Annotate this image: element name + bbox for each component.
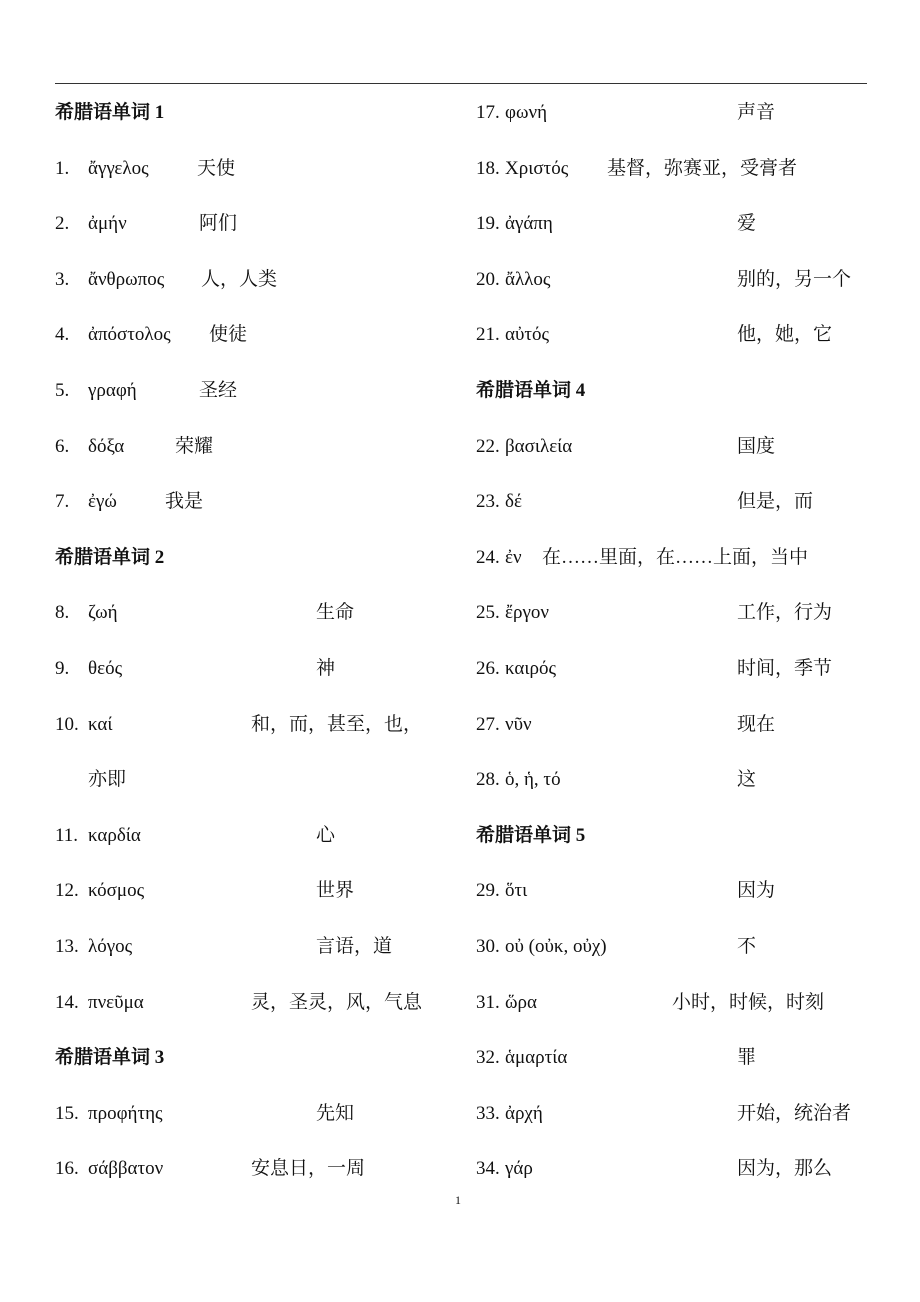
entry-number: 22. bbox=[476, 435, 500, 457]
chinese-meaning: 不 bbox=[737, 935, 757, 957]
entry-number: 1. bbox=[55, 157, 70, 179]
entry-number: 7. bbox=[55, 491, 70, 513]
chinese-meaning: 时间，季节 bbox=[737, 657, 833, 679]
vocab-entry bbox=[55, 257, 455, 313]
entry-number: 5. bbox=[55, 379, 70, 401]
vocab-entry bbox=[476, 1091, 876, 1147]
chinese-meaning: 生命 bbox=[316, 602, 355, 624]
chinese-meaning: 小时，时候，时刻 bbox=[672, 991, 825, 1013]
section-heading: 希腊语单词 1 bbox=[55, 102, 165, 123]
greek-word: φωνή bbox=[505, 102, 547, 123]
greek-word: ἄγγελος bbox=[88, 157, 149, 179]
chinese-meaning: 灵，圣灵，风，气息 bbox=[251, 991, 423, 1013]
chinese-meaning: 神 bbox=[316, 657, 336, 679]
entry-number: 13. bbox=[55, 935, 79, 957]
greek-word: ὅτι bbox=[505, 880, 528, 902]
entry-number: 20. bbox=[476, 268, 500, 290]
greek-word: ἐγώ bbox=[88, 491, 117, 513]
entry-number: 19. bbox=[476, 213, 500, 235]
chinese-meaning: 爱 bbox=[737, 213, 757, 235]
right-column bbox=[476, 90, 876, 1202]
greek-word: ἔργον bbox=[505, 602, 549, 624]
vocab-entry bbox=[476, 702, 876, 758]
chinese-meaning: 基督，弥赛亚，受膏者 bbox=[607, 157, 798, 179]
greek-word: κόσμος bbox=[88, 880, 145, 902]
greek-word: ὥρα bbox=[505, 991, 537, 1013]
entry-number: 24. bbox=[476, 546, 500, 568]
chinese-meaning: 言语，道 bbox=[316, 935, 393, 957]
entry-number: 30. bbox=[476, 935, 500, 957]
greek-word: βασιλεία bbox=[505, 435, 573, 457]
chinese-meaning: 他，她，它 bbox=[737, 324, 833, 346]
entry-number: 8. bbox=[55, 602, 70, 624]
vocab-entry bbox=[476, 312, 876, 368]
entry-number: 27. bbox=[476, 713, 500, 735]
greek-word: καιρός bbox=[505, 657, 556, 679]
vocab-entry bbox=[476, 868, 876, 924]
vocab-entry bbox=[55, 424, 455, 480]
entry-number: 4. bbox=[55, 324, 70, 346]
greek-word: ἄλλος bbox=[505, 268, 551, 290]
page-number: 1 bbox=[455, 1193, 461, 1207]
entry-number: 11. bbox=[55, 824, 79, 846]
vocab-entry bbox=[476, 1146, 876, 1202]
chinese-meaning: 因为 bbox=[737, 880, 776, 902]
greek-word: ἄνθρωπος bbox=[88, 268, 165, 290]
entry-number: 16. bbox=[55, 1158, 79, 1180]
chinese-meaning: 声音 bbox=[737, 102, 776, 123]
greek-word: ὁ, ἡ, τό bbox=[505, 769, 561, 791]
entry-number: 28. bbox=[476, 769, 500, 791]
greek-word: δόξα bbox=[88, 435, 125, 457]
vocab-entry bbox=[476, 201, 876, 257]
vocab-entry bbox=[55, 646, 455, 702]
chinese-meaning: 开始，统治者 bbox=[737, 1102, 852, 1124]
vocab-entry bbox=[55, 868, 455, 924]
greek-word: ἀπόστολος bbox=[88, 324, 171, 346]
vocab-entry bbox=[55, 146, 455, 202]
greek-word: αὐτός bbox=[505, 324, 550, 346]
entry-number: 34. bbox=[476, 1158, 500, 1180]
greek-word: θεός bbox=[88, 657, 123, 679]
vocab-entry bbox=[476, 424, 876, 480]
entry-number: 32. bbox=[476, 1047, 500, 1069]
vocab-entry bbox=[55, 980, 455, 1036]
header-rule bbox=[55, 83, 867, 84]
section-heading: 希腊语单词 4 bbox=[476, 379, 586, 401]
vocab-entry bbox=[55, 1091, 455, 1147]
greek-word: οὐ (οὐκ, οὐχ) bbox=[505, 935, 607, 957]
chinese-meaning: 先知 bbox=[316, 1102, 355, 1124]
entry-number: 15. bbox=[55, 1102, 79, 1124]
chinese-meaning: 荣耀 bbox=[175, 435, 214, 457]
chinese-meaning: 圣经 bbox=[199, 379, 238, 401]
vocab-entry bbox=[476, 479, 876, 535]
entry-number: 29. bbox=[476, 880, 500, 902]
vocab-entry bbox=[55, 201, 455, 257]
entry-number: 2. bbox=[55, 213, 70, 235]
chinese-meaning: 我是 bbox=[165, 491, 204, 513]
entry-number: 31. bbox=[476, 991, 500, 1013]
greek-word: ἀγάπη bbox=[505, 213, 553, 235]
greek-word: καρδία bbox=[88, 824, 141, 846]
greek-word: Χριστός bbox=[505, 157, 569, 179]
section-heading: 希腊语单词 5 bbox=[476, 824, 586, 846]
chinese-meaning: 在……里面，在……上面，当中 bbox=[542, 546, 809, 568]
vocab-entry bbox=[55, 1146, 455, 1202]
greek-word: προφήτης bbox=[88, 1102, 163, 1124]
chinese-meaning: 这 bbox=[737, 769, 757, 791]
greek-word: ἀμήν bbox=[88, 213, 127, 235]
chinese-meaning: 别的，另一个 bbox=[737, 268, 852, 290]
vocab-entry bbox=[476, 90, 876, 146]
greek-word: πνεῦμα bbox=[88, 991, 144, 1013]
entry-number: 14. bbox=[55, 991, 79, 1013]
left-column bbox=[55, 90, 455, 1202]
section-heading: 希腊语单词 3 bbox=[55, 1047, 165, 1069]
chinese-meaning: 天使 bbox=[197, 157, 236, 179]
vocab-entry bbox=[55, 312, 455, 368]
greek-word: ἐν bbox=[505, 546, 522, 568]
vocab-continuation bbox=[55, 757, 455, 813]
entry-number: 9. bbox=[55, 657, 70, 679]
greek-word: ἁμαρτία bbox=[505, 1047, 568, 1069]
section-heading: 希腊语单词 2 bbox=[55, 546, 165, 568]
greek-word: λόγος bbox=[88, 935, 133, 957]
chinese-meaning: 使徒 bbox=[209, 324, 248, 346]
greek-word: ἀρχή bbox=[505, 1102, 543, 1124]
greek-word: νῦν bbox=[505, 713, 532, 735]
entry-number: 12. bbox=[55, 880, 79, 902]
chinese-meaning: 因为，那么 bbox=[737, 1158, 833, 1180]
vocab-entry bbox=[55, 813, 455, 869]
chinese-meaning: 世界 bbox=[316, 880, 355, 902]
entry-number: 26. bbox=[476, 657, 500, 679]
greek-word: ζωή bbox=[88, 602, 118, 624]
vocab-entry bbox=[476, 646, 876, 702]
chinese-meaning: 现在 bbox=[737, 713, 776, 735]
chinese-meaning: 但是，而 bbox=[737, 491, 814, 513]
chinese-meaning: 国度 bbox=[737, 435, 776, 457]
chinese-meaning: 罪 bbox=[737, 1047, 757, 1069]
entry-number: 3. bbox=[55, 268, 70, 290]
entry-number: 23. bbox=[476, 491, 500, 513]
vocab-entry bbox=[55, 479, 455, 535]
chinese-meaning: 人，人类 bbox=[201, 268, 278, 290]
entry-number: 17. bbox=[476, 102, 500, 123]
chinese-meaning: 心 bbox=[316, 824, 336, 846]
vocab-entry bbox=[476, 757, 876, 813]
greek-word: σάββατον bbox=[88, 1158, 164, 1180]
entry-number: 18. bbox=[476, 157, 500, 179]
greek-word: δέ bbox=[505, 491, 522, 513]
vocab-entry bbox=[55, 702, 455, 758]
chinese-meaning: 和，而，甚至，也， bbox=[251, 713, 423, 735]
chinese-meaning: 安息日，一周 bbox=[251, 1158, 366, 1180]
vocab-entry bbox=[476, 146, 876, 202]
chinese-meaning: 亦即 bbox=[88, 769, 127, 791]
vocab-entry bbox=[476, 535, 876, 591]
greek-word: γάρ bbox=[505, 1158, 533, 1180]
chinese-meaning: 阿们 bbox=[199, 213, 238, 235]
entry-number: 10. bbox=[55, 713, 79, 735]
vocab-entry bbox=[476, 590, 876, 646]
vocab-entry bbox=[476, 924, 876, 980]
vocab-entry bbox=[55, 368, 455, 424]
entry-number: 33. bbox=[476, 1102, 500, 1124]
vocab-entry bbox=[476, 980, 876, 1036]
vocab-entry bbox=[55, 590, 455, 646]
greek-word: καί bbox=[88, 713, 113, 735]
vocab-entry bbox=[476, 1035, 876, 1091]
greek-word: γραφή bbox=[88, 379, 137, 401]
entry-number: 6. bbox=[55, 435, 70, 457]
vocab-entry bbox=[476, 257, 876, 313]
entry-number: 21. bbox=[476, 324, 500, 346]
chinese-meaning: 工作，行为 bbox=[737, 602, 833, 624]
entry-number: 25. bbox=[476, 602, 500, 624]
vocab-entry bbox=[55, 924, 455, 980]
